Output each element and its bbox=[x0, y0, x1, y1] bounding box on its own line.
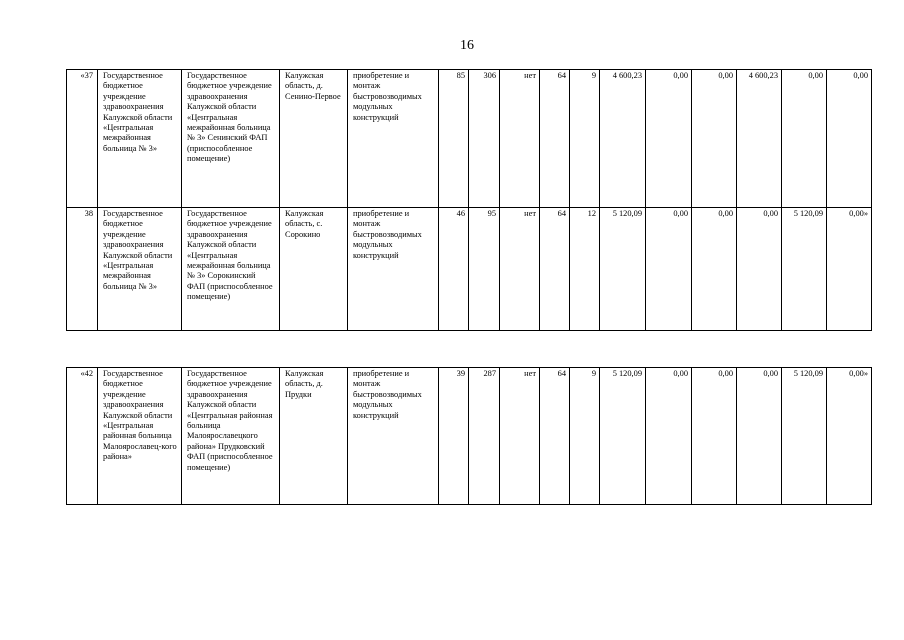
amount-cell: 0,00 bbox=[646, 368, 692, 505]
value-cell: нет bbox=[500, 368, 540, 505]
table-row bbox=[67, 208, 872, 331]
amount-cell: 4 600,23 bbox=[600, 70, 646, 208]
location-cell: Калужская область, с. Сорокино bbox=[280, 208, 348, 331]
location-cell: Калужская область, д. Сенино-Первое bbox=[280, 70, 348, 208]
amount-cell: 0,00 bbox=[737, 208, 782, 331]
amount-cell: 5 120,09 bbox=[782, 208, 827, 331]
object-cell: Государственное бюджетное учреждение здравоохранения Калужской области «Центральная межрайонная больница № 3» Сенинский ФАП (приспособленное помещение) bbox=[182, 70, 280, 208]
amount-cell: 0,00 bbox=[782, 70, 827, 208]
amount-cell: 0,00 bbox=[737, 368, 782, 505]
value-cell: 12 bbox=[570, 208, 600, 331]
row-number: «42 bbox=[67, 368, 98, 505]
amount-cell: 5 120,09 bbox=[600, 368, 646, 505]
amount-cell: 0,00 bbox=[692, 70, 737, 208]
customer-cell: Государственное бюджетное учреждение здравоохранения Калужской области «Центральная межрайонная больница № 3» bbox=[98, 70, 182, 208]
work-type-cell: приобретение и монтаж быстровозводимых модульных конструкций bbox=[348, 208, 439, 331]
table-row bbox=[67, 70, 872, 208]
amount-cell: 4 600,23 bbox=[737, 70, 782, 208]
work-type-cell: приобретение и монтаж быстровозводимых модульных конструкций bbox=[348, 368, 439, 505]
object-cell: Государственное бюджетное учреждение здравоохранения Калужской области «Центральная межрайонная больница № 3» Сорокинский ФАП (приспособленное помещение) bbox=[182, 208, 280, 331]
customer-cell: Государственное бюджетное учреждение здравоохранения Калужской области «Центральная межрайонная больница № 3» bbox=[98, 208, 182, 331]
value-cell: 95 bbox=[469, 208, 500, 331]
work-type-cell: приобретение и монтаж быстровозводимых модульных конструкций bbox=[348, 70, 439, 208]
amount-cell: 0,00 bbox=[827, 70, 872, 208]
amount-cell: 0,00» bbox=[827, 368, 872, 505]
registry-table-top bbox=[66, 69, 872, 331]
value-cell: 46 bbox=[439, 208, 469, 331]
customer-cell: Государственное бюджетное учреждение здравоохранения Калужской области «Центральная районная больница Малоярославец-кого района» bbox=[98, 368, 182, 505]
value-cell: 64 bbox=[540, 208, 570, 331]
amount-cell: 0,00 bbox=[692, 368, 737, 505]
value-cell: нет bbox=[500, 208, 540, 331]
amount-cell: 0,00 bbox=[646, 70, 692, 208]
value-cell: 39 bbox=[439, 368, 469, 505]
page-number: 16 bbox=[460, 38, 474, 53]
table-row bbox=[67, 368, 872, 505]
location-cell: Калужская область, д. Прудки bbox=[280, 368, 348, 505]
value-cell: 306 bbox=[469, 70, 500, 208]
amount-cell: 5 120,09 bbox=[782, 368, 827, 505]
value-cell: 287 bbox=[469, 368, 500, 505]
value-cell: нет bbox=[500, 70, 540, 208]
amount-cell: 5 120,09 bbox=[600, 208, 646, 331]
amount-cell: 0,00 bbox=[646, 208, 692, 331]
value-cell: 9 bbox=[570, 368, 600, 505]
amount-cell: 0,00» bbox=[827, 208, 872, 331]
value-cell: 64 bbox=[540, 70, 570, 208]
row-number: 38 bbox=[67, 208, 98, 331]
amount-cell: 0,00 bbox=[692, 208, 737, 331]
row-number: «37 bbox=[67, 70, 98, 208]
value-cell: 85 bbox=[439, 70, 469, 208]
object-cell: Государственное бюджетное учреждение здравоохранения Калужской области «Центральная районная больница Малоярославецкого района» Прудковский ФАП (приспособленное помещение) bbox=[182, 368, 280, 505]
value-cell: 9 bbox=[570, 70, 600, 208]
value-cell: 64 bbox=[540, 368, 570, 505]
registry-table-bottom bbox=[66, 367, 872, 505]
